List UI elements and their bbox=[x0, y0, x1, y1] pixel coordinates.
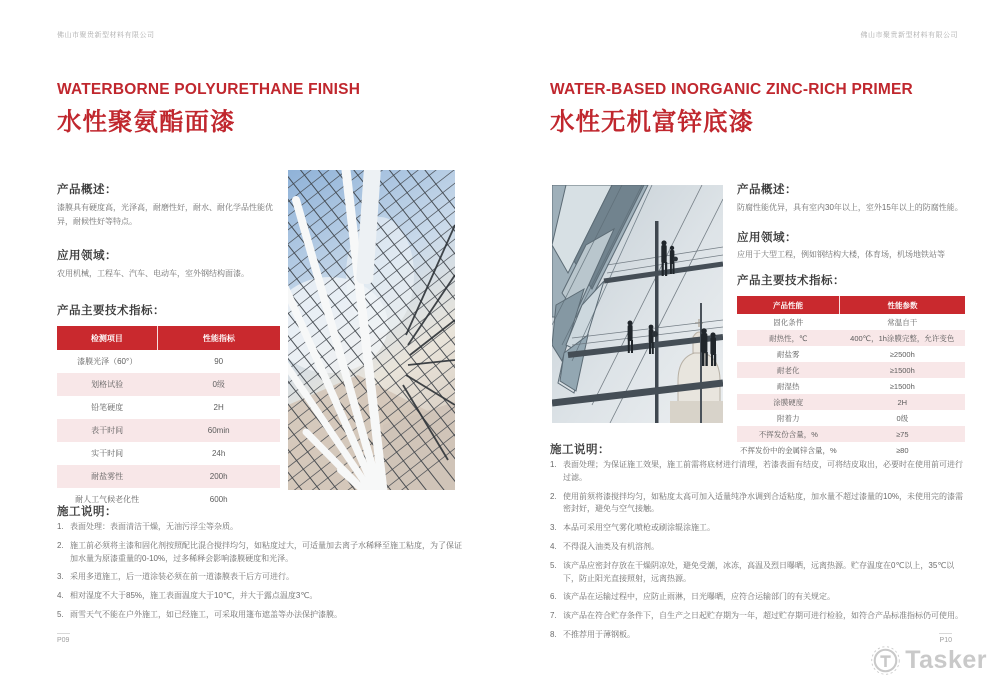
parameter-cell: 400℃，1h涂膜完整，允许变色 bbox=[840, 330, 965, 346]
table-row bbox=[57, 442, 280, 465]
page-right bbox=[500, 0, 1000, 683]
instruction-item: 本品可采用空气雾化喷枪或刷涂辊涂施工。 bbox=[563, 523, 715, 533]
instruction-item: 施工前必须将主漆和固化剂按照配比混合搅拌均匀，如粘度过大，可适量加去离子水稀释至施工粘度，为了保证加水量为原漆重量的0-10%，过多稀释会影响漆膜硬度和光泽。 bbox=[70, 540, 462, 563]
test-item-cell: 耐盐雾性 bbox=[57, 465, 157, 488]
application-heading: 应用领域： bbox=[57, 250, 117, 262]
table-row bbox=[737, 346, 965, 362]
watermark-text: Tasker bbox=[905, 646, 987, 674]
table-row bbox=[57, 350, 280, 373]
steel-glass-structure-photo bbox=[288, 170, 455, 490]
application-body: 应用于大型工程，例如钢结构大楼，体育场，机场地铁站等 bbox=[737, 250, 945, 259]
instruction-item: 采用多道施工，后一道涂装必须在前一道漆膜表干后方可进行。 bbox=[70, 572, 294, 582]
instruction-item: 雨雪天气不能在户外施工，如已经施工，可采取用篷布遮盖等办法保护漆膜。 bbox=[70, 609, 342, 619]
table-row bbox=[57, 419, 280, 442]
performance-value-cell: 600h bbox=[157, 488, 280, 511]
parameter-cell: ≥2500h bbox=[840, 346, 965, 362]
table-row bbox=[737, 410, 965, 426]
table-row bbox=[737, 362, 965, 378]
table-row bbox=[737, 394, 965, 410]
test-item-cell: 划格试验 bbox=[57, 373, 157, 396]
property-cell: 耐老化 bbox=[737, 362, 840, 378]
specs-table bbox=[737, 296, 965, 458]
product-title-zh: 水性聚氨酯面漆 bbox=[57, 109, 236, 136]
instructions-list bbox=[57, 521, 469, 628]
instruction-item: 该产品在运输过程中，应防止雨淋，日光曝晒，应符合运输部门的有关规定。 bbox=[563, 592, 835, 602]
product-title-zh: 水性无机富锌底漆 bbox=[550, 109, 754, 136]
table-row bbox=[737, 442, 965, 458]
instruction-item: 使用前须将漆搅拌均匀，如粘度太高可加入适量纯净水调到合适粘度，加水量不超过漆量的10%，未使用完的漆需密封好，避免与空气接触。 bbox=[563, 491, 964, 514]
parameter-cell: 常温自干 bbox=[840, 314, 965, 330]
company-name: 佛山市聚贵新型材料有限公司 bbox=[57, 32, 155, 39]
table-header-cell: 性能指标 bbox=[157, 326, 280, 350]
table-row bbox=[57, 396, 280, 419]
steel-glass-structure-illustration bbox=[288, 170, 455, 490]
property-cell: 不挥发份中的金属锌含量，% bbox=[737, 442, 840, 458]
instruction-item: 表面处理；为保证施工效果，施工前需将底材进行清理，若漆表面有结皮，可将结皮取出，必要时在使用前可进行过滤。 bbox=[563, 460, 963, 482]
test-item-cell: 耐人工气候老化性 bbox=[57, 488, 157, 511]
performance-value-cell: 60min bbox=[157, 419, 280, 442]
instruction-item: 相对湿度不大于85%，施工表面温度大于10℃，并大于露点温度3℃。 bbox=[70, 591, 318, 601]
product-title-en: WATERBORNE POLYURETHANE FINISH bbox=[57, 81, 361, 98]
instruction-item: 该产品应密封存放在干燥阴凉处，避免受潮，冰冻，高温及烈日曝晒，远离热源。贮存温度在0℃以上，35℃以下，防止阳光直接照射，远离热源。 bbox=[563, 560, 955, 583]
instruction-item: 不推荐用于薄钢板。 bbox=[563, 629, 635, 639]
application-heading: 应用领域： bbox=[737, 232, 797, 244]
instruction-item: 不得混入油类及有机溶剂。 bbox=[563, 541, 659, 551]
instruction-item: 该产品在符合贮存条件下，自生产之日起贮存期为一年，超过贮存期可进行检验，如符合产品标准指标仍可使用。 bbox=[563, 611, 963, 621]
page-number: P10 bbox=[939, 633, 952, 644]
test-item-cell: 漆膜光泽（60°） bbox=[57, 350, 157, 373]
application-body: 农用机械，工程车、汽车、电动车，室外钢结构面漆。 bbox=[57, 269, 249, 278]
page-number: P09 bbox=[57, 633, 70, 644]
test-item-cell: 铅笔硬度 bbox=[57, 396, 157, 419]
product-title-en: WATER-BASED INORGANIC ZINC-RICH PRIMER bbox=[550, 81, 913, 98]
table-header-row bbox=[57, 326, 280, 350]
property-cell: 耐热性，℃ bbox=[737, 330, 840, 346]
tasker-logo-icon bbox=[870, 645, 901, 676]
performance-value-cell: 0级 bbox=[157, 373, 280, 396]
table-row bbox=[737, 426, 965, 442]
company-name: 佛山市聚贵新型材料有限公司 bbox=[860, 32, 958, 39]
table-header-cell: 产品性能 bbox=[737, 296, 840, 314]
overview-body: 防腐性能优异，具有室内30年以上，室外15年以上的防腐性能。 bbox=[737, 203, 963, 212]
performance-value-cell: 90 bbox=[157, 350, 280, 373]
glass-dome-illustration bbox=[552, 185, 723, 423]
parameter-cell: 0级 bbox=[840, 410, 965, 426]
property-cell: 耐盐雾 bbox=[737, 346, 840, 362]
property-cell: 不挥发份含量，% bbox=[737, 426, 840, 442]
table-row bbox=[737, 378, 965, 394]
table-row bbox=[57, 465, 280, 488]
instructions-heading: 施工说明： bbox=[550, 444, 610, 456]
specs-heading: 产品主要技术指标： bbox=[737, 275, 845, 287]
table-header-cell: 检测项目 bbox=[57, 326, 157, 350]
parameter-cell: ≥1500h bbox=[840, 362, 965, 378]
test-item-cell: 表干时间 bbox=[57, 419, 157, 442]
property-cell: 固化条件 bbox=[737, 314, 840, 330]
property-cell: 涂膜硬度 bbox=[737, 394, 840, 410]
glass-dome-walkway-photo bbox=[552, 185, 723, 423]
table-row bbox=[737, 330, 965, 346]
specs-table bbox=[57, 326, 280, 511]
instruction-item: 表面处理：表面清洁干燥，无油污浮尘等杂质。 bbox=[70, 522, 238, 531]
table-header-row bbox=[737, 296, 965, 314]
table-header-cell: 性能参数 bbox=[840, 296, 965, 314]
table-row bbox=[57, 373, 280, 396]
overview-body: 漆膜具有硬度高，光泽高，耐磨性好，耐水、耐化学品性能优异，耐候性好等特点。 bbox=[57, 203, 273, 227]
performance-value-cell: 24h bbox=[157, 442, 280, 465]
specs-heading: 产品主要技术指标： bbox=[57, 305, 165, 317]
overview-heading: 产品概述： bbox=[57, 184, 117, 196]
tasker-watermark bbox=[870, 645, 987, 676]
performance-value-cell: 200h bbox=[157, 465, 280, 488]
property-cell: 附着力 bbox=[737, 410, 840, 426]
parameter-cell: ≥75 bbox=[840, 426, 965, 442]
performance-value-cell: 2H bbox=[157, 396, 280, 419]
parameter-cell: ≥80 bbox=[840, 442, 965, 458]
instructions-heading: 施工说明： bbox=[57, 506, 117, 518]
table-row bbox=[737, 314, 965, 330]
property-cell: 耐湿热 bbox=[737, 378, 840, 394]
overview-heading: 产品概述： bbox=[737, 184, 797, 196]
parameter-cell: 2H bbox=[840, 394, 965, 410]
test-item-cell: 实干时间 bbox=[57, 442, 157, 465]
parameter-cell: ≥1500h bbox=[840, 378, 965, 394]
instructions-list bbox=[550, 459, 966, 648]
